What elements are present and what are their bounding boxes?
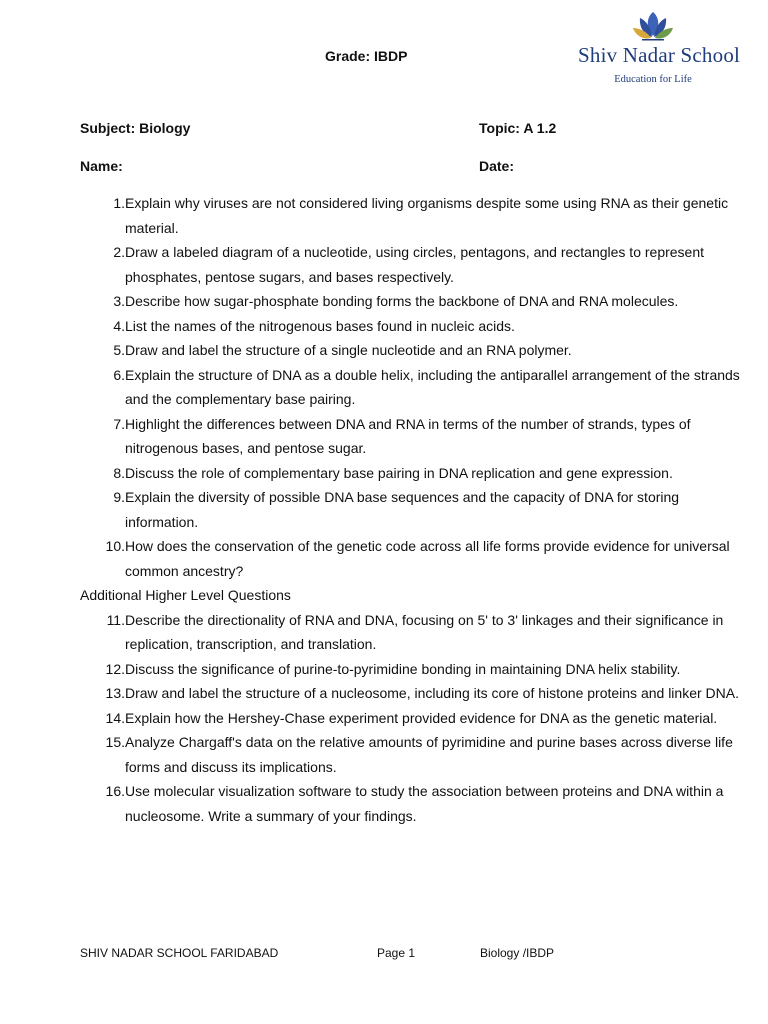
list-item: 1. Explain why viruses are not considered living organisms despite some using RNA as their genetic material.: [80, 191, 740, 240]
question-text: Use molecular visualization software to study the association between proteins and DNA within a nucleosome. Write a summary of your findings.: [125, 783, 724, 824]
list-item: 7. Highlight the differences between DNA and RNA in terms of the number of strands, types of nitrogenous bases, and pentose sugar.: [80, 412, 740, 461]
question-text: Discuss the role of complementary base pairing in DNA replication and gene expression.: [125, 464, 673, 481]
lotus-icon: [630, 10, 676, 42]
list-item: 11. Describe the directionality of RNA and DNA, focusing on 5' to 3' linkages and their significance in replication, transcription, and translation.: [80, 608, 740, 657]
list-item: 2. Draw a labeled diagram of a nucleotide, using circles, pentagons, and rectangles to represent phosphates, pentose sugars, and bases respectively.: [80, 240, 740, 289]
footer-page-number: Page 1: [377, 946, 416, 960]
question-text: Explain the diversity of possible DNA base sequences and the capacity of DNA for storing information.: [125, 489, 680, 530]
footer-course: Biology /IBDP: [480, 946, 555, 960]
question-text: How does the conservation of the genetic code across all life forms provide evidence for universal common ancestry?: [125, 538, 730, 579]
list-item: 13. Draw and label the structure of a nucleosome, including its core of histone proteins and linker DNA.: [80, 681, 740, 706]
topic-label: Topic: A 1.2: [479, 120, 557, 136]
date-label: Date:: [479, 158, 515, 174]
list-item: 5. Draw and label the structure of a single nucleotide and an RNA polymer.: [80, 338, 740, 363]
additional-questions-heading: Additional Higher Level Questions: [80, 587, 291, 603]
question-text: Discuss the significance of purine-to-pyrimidine bonding in maintaining DNA helix stability.: [125, 660, 681, 677]
list-item: 6. Explain the structure of DNA as a double helix, including the antiparallel arrangement of the strands and the complementary base pairing.: [80, 363, 740, 412]
list-item: 9. Explain the diversity of possible DNA base sequences and the capacity of DNA for storing information.: [80, 485, 740, 534]
question-list: [80, 191, 740, 828]
question-text: Explain why viruses are not considered living organisms despite some using RNA as their genetic material.: [125, 195, 729, 236]
question-text: Analyze Chargaff's data on the relative amounts of pyrimidine and purine bases across diverse life forms and discuss its implications.: [125, 734, 733, 775]
list-item: 14. Explain how the Hershey-Chase experiment provided evidence for DNA as the genetic material.: [80, 706, 740, 731]
question-text: Explain the structure of DNA as a double helix, including the antiparallel arrangement of the strands and the complementary base pairing.: [125, 366, 740, 407]
list-item: 8. Discuss the role of complementary base pairing in DNA replication and gene expression.: [80, 461, 740, 486]
school-logo-tagline: Education for Life: [614, 74, 692, 85]
list-item: 3. Describe how sugar-phosphate bonding forms the backbone of DNA and RNA molecules.: [80, 289, 740, 314]
question-text: List the names of the nitrogenous bases found in nucleic acids.: [125, 317, 515, 334]
list-item: 10. How does the conservation of the genetic code across all life forms provide evidence for universal common ancestry?: [80, 534, 740, 583]
subject-label: Subject: Biology: [80, 120, 191, 136]
list-item: 12. Discuss the significance of purine-to-pyrimidine bonding in maintaining DNA helix stability.: [80, 657, 740, 682]
school-logo-name: Shiv Nadar School: [578, 43, 741, 67]
question-text: Describe how sugar-phosphate bonding forms the backbone of DNA and RNA molecules.: [125, 293, 679, 309]
list-item: 4. List the names of the nitrogenous bases found in nucleic acids.: [80, 314, 740, 339]
question-text: Highlight the differences between DNA and RNA in terms of the number of strands, types of nitrogenous bases, and pentose sugar.: [125, 415, 691, 456]
question-text: Draw and label the structure of a single nucleotide and an RNA polymer.: [125, 342, 572, 358]
footer-school: SHIV NADAR SCHOOL FARIDABAD: [80, 946, 279, 960]
grade-label: Grade: IBDP: [325, 48, 408, 64]
question-text: Draw and label the structure of a nucleosome, including its core of histone proteins and linker DNA.: [125, 685, 739, 701]
list-item: 15. Analyze Chargaff's data on the relative amounts of pyrimidine and purine bases across diverse life forms and discuss its implications.: [80, 730, 740, 779]
question-text: Explain how the Hershey-Chase experiment provided evidence for DNA as the genetic material.: [125, 709, 718, 726]
list-item: 16. Use molecular visualization software to study the association between proteins and DNA within a nucleosome. Write a summary of your findings.: [80, 779, 740, 828]
school-logo: [578, 10, 741, 100]
name-label: Name:: [80, 158, 123, 174]
question-text: Draw a labeled diagram of a nucleotide, using circles, pentagons, and rectangles to represent phosphates, pentose sugars, and bases respectively.: [125, 244, 705, 285]
question-text: Describe the directionality of RNA and DNA, focusing on 5' to 3' linkages and their significance in replication, transcription, and translation.: [125, 611, 724, 652]
